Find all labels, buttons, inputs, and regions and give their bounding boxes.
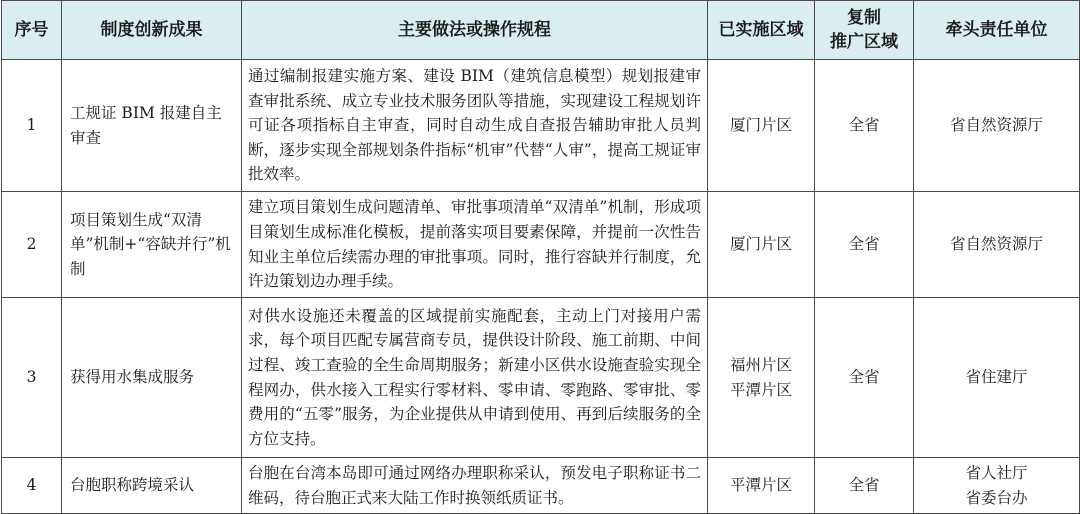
cell-lead [914,192,1080,298]
cell-lead [914,298,1080,458]
cell-lead [914,60,1080,192]
cell-area [708,458,815,514]
cell-no: 4 [2,458,62,514]
table-header-row [2,1,1080,60]
col-header-scope-line2: 推广区域 [830,32,898,52]
cell-no: 1 [2,60,62,192]
cell-scope: 全省 [815,298,914,458]
cell-lead-line: 省人社厅 [965,463,1028,482]
col-header-scope [815,1,914,60]
cell-lead-line: 省自然资源厅 [949,235,1043,254]
table-row [2,458,1080,514]
cell-no: 3 [2,298,62,458]
cell-practice: 对供水设施还未覆盖的区域提前实施配套，主动上门对接用户需求，每个项目匹配专属营商专员，提供设计阶段、施工前期、中间过程、竣工查验的全生命周期服务；新建小区供水设施查验实现全程网办，供水接入工程实行零材料、零申请、零跑路、零审批、零费用的“五零”服务，为企业提供从申请到使用、再到后续服务的全方位支持。 [242,298,708,458]
cell-achievement: 台胞职称跨境采认 [62,458,242,514]
cell-lead-line: 省委台办 [965,488,1028,507]
cell-area [708,60,815,192]
cell-area-line: 平潭片区 [729,476,792,495]
cell-achievement: 项目策划生成“双清单”机制+“容缺并行”机制 [62,192,242,298]
cell-area [708,192,815,298]
table-row [2,60,1080,192]
cell-achievement: 获得用水集成服务 [62,298,242,458]
table-row [2,192,1080,298]
col-header-area: 已实施区域 [708,1,815,60]
col-header-lead: 牵头责任单位 [914,1,1080,60]
cell-scope: 全省 [815,60,914,192]
cell-lead-line: 省住建厅 [965,368,1028,387]
col-header-achievement: 制度创新成果 [62,1,242,60]
cell-scope: 全省 [815,458,914,514]
cell-area-line: 厦门片区 [729,116,792,135]
cell-achievement: 工规证 BIM 报建自主审查 [62,60,242,192]
cell-lead-line: 省自然资源厅 [949,116,1043,135]
cell-area-line: 福州片区 [729,355,792,374]
cell-practice: 建立项目策划生成问题清单、审批事项清单“双清单”机制，形成项目策划生成标准化模板，提前落实项目要素保障，并提前一次性告知业主单位后续需办理的审批事项。同时，推行容缺并行制度，允许边策划边办理手续。 [242,192,708,298]
cell-practice: 台胞在台湾本岛即可通过网络办理职称采认，预发电子职称证书二维码，待台胞正式来大陆工作时换领纸质证书。 [242,458,708,514]
table-row [2,298,1080,458]
cell-scope: 全省 [815,192,914,298]
col-header-no: 序号 [2,1,62,60]
cell-no: 2 [2,192,62,298]
col-header-practice: 主要做法或操作规程 [242,1,708,60]
cell-area-line: 厦门片区 [729,235,792,254]
col-header-scope-line1: 复制 [847,8,881,28]
cell-lead [914,458,1080,514]
innovation-table [1,0,1080,514]
cell-area-line: 平潭片区 [729,380,792,399]
cell-practice: 通过编制报建实施方案、建设 BIM（建筑信息模型）规划报建审查审批系统、成立专业技术服务团队等措施，实现建设工程规划许可证各项指标自主审查，同时自动生成自查报告辅助审批人员判断，逐步实现全部规划条件指标“机审”代替“人审”，提高工规证审批效率。 [242,60,708,192]
cell-area [708,298,815,458]
